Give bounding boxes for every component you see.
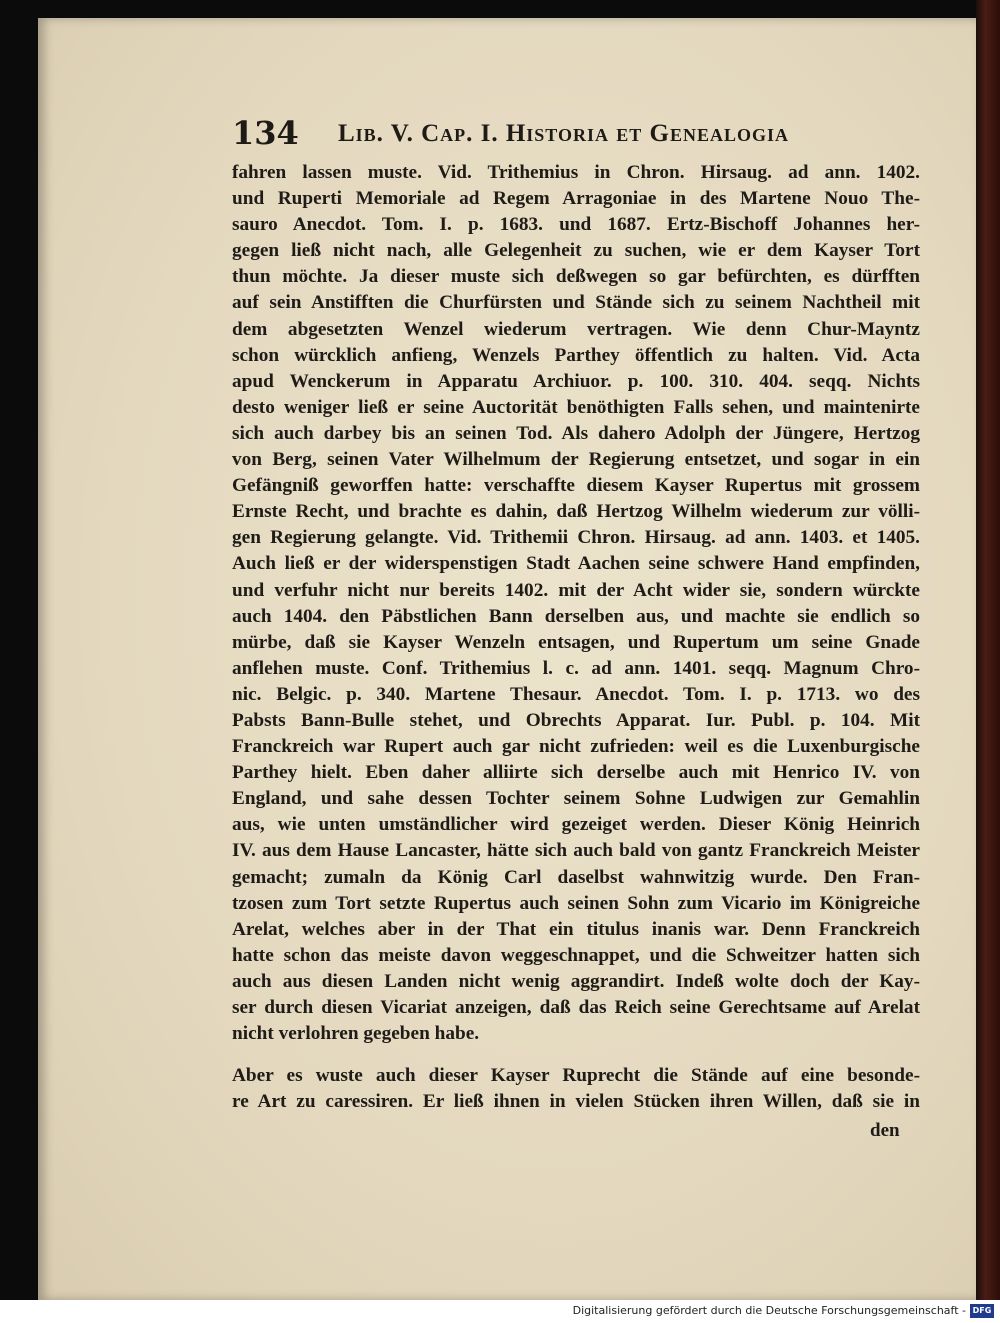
- text-line: mürbe, daß sie Kayser Wenzeln entsagen, und Rupertum um seine Gnade: [232, 631, 920, 653]
- text-line: und Ruperti Memoriale ad Regem Arragoniae in des Martene Nouo The-: [232, 188, 920, 210]
- text-line: Aber es wuste auch dieser Kayser Ruprecht die Stände auf eine besonde-: [232, 1065, 920, 1086]
- text-line: Gefängniß geworffen hatte: verschaffte diesem Kayser Rupertus mit grossem: [232, 475, 920, 497]
- paragraph-1: [232, 160, 920, 1047]
- text-line: desto weniger ließ er seine Auctorität benöthigten Falls sehen, und maintenirte: [232, 396, 920, 418]
- text-line: sich auch darbey bis an seinen Tod. Als dahero Adolph der Jüngere, Hertzog: [232, 422, 920, 444]
- text-line: nicht verlohren gegeben habe.: [232, 1023, 480, 1045]
- footer-bar: [0, 1300, 1000, 1323]
- text-line: gen Regierung gelangte. Vid. Trithemii Chron. Hirsaug. ad ann. 1403. et 1405.: [232, 527, 920, 549]
- text-line: auf sein Anstifften die Churfürsten und Stände sich zu seinem Nachtheil mit: [232, 292, 920, 314]
- text-line: IV. aus dem Hause Lancaster, hätte sich auch bald von gantz Franckreich Meister: [232, 840, 920, 862]
- page-header: [232, 114, 812, 154]
- text-line: von Berg, seinen Vater Wilhelmum der Regierung entsetzet, und sogar in ein: [232, 449, 920, 471]
- text-line: aus, wie unten umständlicher wird gezeiget werden. Dieser König Heinrich: [232, 814, 920, 836]
- text-line: auch 1404. den Päbstlichen Bann derselben aus, und machte sie endlich so: [232, 605, 920, 627]
- text-line: fahren lassen muste. Vid. Trithemius in Chron. Hirsaug. ad ann. 1402.: [232, 162, 920, 183]
- text-line: ser durch diesen Vicariat anzeigen, daß das Reich seine Gerechtsame auf Arelat: [232, 997, 920, 1018]
- text-line: thun möchte. Ja dieser muste sich deßwegen so gar befürchten, es dürfften: [232, 266, 920, 288]
- dfg-logo: DFG: [970, 1304, 994, 1318]
- text-line: nic. Belgic. p. 340. Martene Thesaur. Anecdot. Tom. I. p. 1713. wo des: [232, 683, 920, 705]
- text-line: re Art zu caressiren. Er ließ ihnen in vielen Stücken ihren Willen, daß sie in: [232, 1091, 920, 1113]
- footer-credit: Digitalisierung gefördert durch die Deutsche Forschungsgemeinschaft -: [572, 1304, 966, 1317]
- book-edge: [976, 0, 1000, 1300]
- running-head: Lib. V. Cap. I. Historia et Genealogia: [338, 120, 789, 147]
- text-line: Auch ließ er der widerspenstigen Stadt Aachen seine schwere Hand empfinden,: [232, 553, 920, 575]
- text-line: Arelat, welches aber in der That ein titulus inanis war. Denn Franckreich: [232, 918, 920, 940]
- text-line: dem abgesetzten Wenzel wiederum vertragen. Wie denn Chur-Mayntz: [232, 318, 920, 340]
- text-line: gegen ließ nicht nach, alle Gelegenheit zu suchen, wie er dem Kayser Tort: [232, 240, 920, 262]
- catchword: den: [870, 1120, 900, 1141]
- paragraph-2: [232, 1063, 920, 1115]
- text-line: und verfuhr nicht nur bereits 1402. mit der Acht wider sie, sondern würckte: [232, 579, 920, 601]
- text-line: anflehen muste. Conf. Trithemius l. c. ad ann. 1401. seqq. Magnum Chro-: [232, 657, 920, 679]
- text-line: Franckreich war Rupert auch gar nicht zufrieden: weil es die Luxenburgische: [232, 736, 920, 758]
- text-line: gemacht; zumaln da König Carl daselbst wahnwitzig wurde. Den Fran-: [232, 866, 920, 888]
- text-line: Pabsts Bann-Bulle stehet, und Obrechts Apparat. Iur. Publ. p. 104. Mit: [232, 709, 920, 731]
- text-line: auch aus diesen Landen nicht wenig aggrandirt. Indeß wolte doch der Kay-: [232, 970, 920, 992]
- text-line: Ernste Recht, und brachte es dahin, daß Hertzog Wilhelm wiederum zur völli-: [232, 501, 920, 523]
- text-line: sauro Anecdot. Tom. I. p. 1683. und 1687. Ertz-Bischoff Johannes her-: [232, 214, 920, 236]
- text-line: hatte schon das meiste davon weggeschnappet, und die Schweitzer hatten sich: [232, 944, 920, 966]
- page-number: 134: [232, 114, 299, 152]
- text-line: England, und sahe dessen Tochter seinem Sohne Ludwigen zur Gemahlin: [232, 788, 920, 810]
- text-line: Parthey hielt. Eben daher alliirte sich derselbe auch mit Henrico IV. von: [232, 762, 920, 784]
- text-line: apud Wenckerum in Apparatu Archiuor. p. 100. 310. 404. seqq. Nichts: [232, 370, 920, 392]
- text-line: tzosen zum Tort setzte Rupertus auch seinen Sohn zum Vicario im Königreiche: [232, 892, 920, 914]
- text-line: schon würcklich anfieng, Wenzels Parthey öffentlich zu halten. Vid. Acta: [232, 344, 920, 366]
